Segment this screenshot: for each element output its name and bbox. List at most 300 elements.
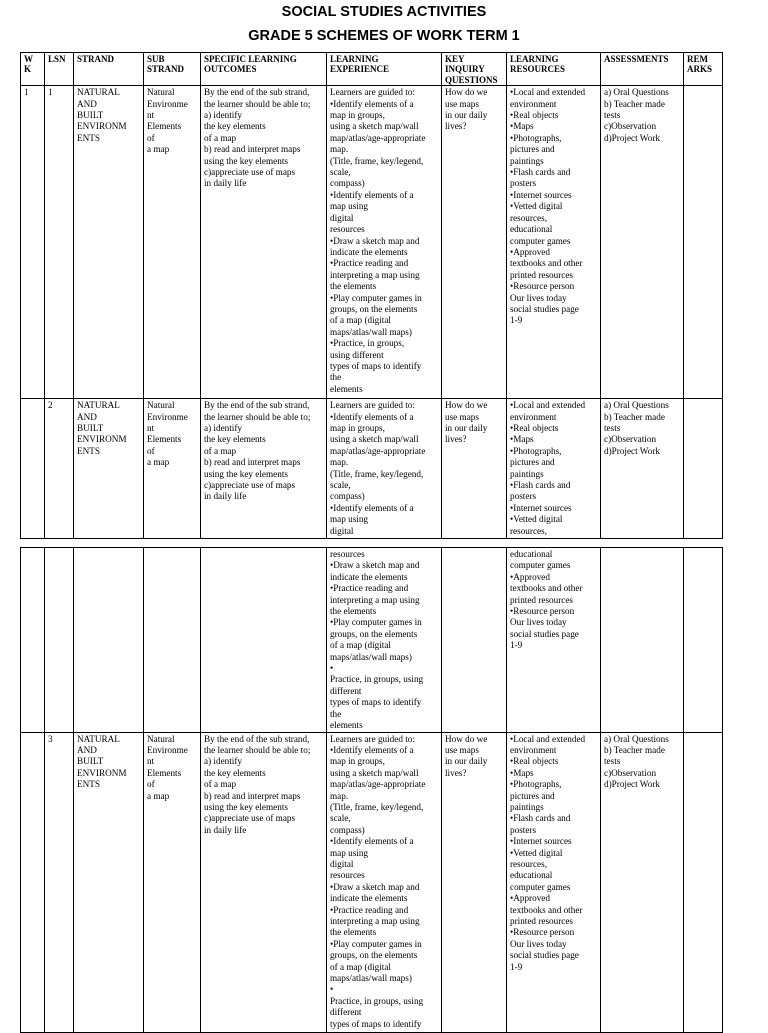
cell-line: a) identify	[204, 110, 243, 121]
cell-line: a) Oral Questions	[604, 733, 669, 744]
cell-line: BUILT	[77, 423, 104, 434]
cell-line: map in groups,	[330, 110, 385, 121]
assessments-cell	[601, 732, 684, 1032]
cell-line: •Identify elements of a	[330, 836, 414, 847]
remarks-cell	[684, 399, 723, 539]
cell-line: RESOURCES	[510, 64, 566, 75]
cell-line: the learner should be able to;	[204, 744, 311, 755]
cell-line: environment	[510, 744, 557, 755]
cell-line: indicate the elements	[330, 246, 408, 257]
cell-line: c)Observation	[604, 434, 657, 445]
substrand-cell	[144, 732, 201, 1032]
cell-line: a) Oral Questions	[604, 400, 669, 411]
cell-line: the key elements	[204, 767, 266, 778]
cell-line: SPECIFIC LEARNING	[204, 54, 297, 64]
cell-line: resources	[330, 549, 365, 559]
cell-line: c)Observation	[604, 767, 657, 778]
cell-line: the elements	[330, 281, 377, 292]
cell-line: 3	[48, 733, 53, 744]
cell-line: •Maps	[510, 434, 534, 445]
strand-cell	[74, 732, 144, 1032]
cell-line: in our daily	[445, 110, 488, 121]
cell-line: a map	[147, 144, 170, 155]
strand-cell	[74, 399, 144, 539]
cell-line: a map	[147, 790, 170, 801]
strand-cell	[74, 86, 144, 399]
cell-line: resources,	[510, 525, 547, 536]
wk-cell	[21, 548, 45, 733]
cell-line: interpreting a map using	[330, 594, 420, 605]
cell-line: social studies page	[510, 950, 579, 961]
cell-line: lives?	[445, 767, 467, 778]
cell-line: in daily life	[204, 178, 247, 189]
col-header-assessments	[601, 53, 684, 86]
cell-line: •Identify elements of a	[330, 189, 414, 200]
cell-line: W	[24, 54, 33, 64]
cell-line: scale,	[330, 167, 351, 178]
lsn-cell	[45, 548, 74, 733]
cell-line: Learners are guided to:	[330, 87, 415, 98]
cell-line: •Vetted digital	[510, 847, 563, 858]
experience-cell	[327, 548, 442, 733]
cell-line: Natural	[147, 733, 175, 744]
cell-line: the	[330, 708, 342, 719]
cell-line: computer games	[510, 881, 571, 892]
cell-line: a) identify	[204, 756, 243, 767]
cell-line: groups, on the elements	[330, 303, 418, 314]
cell-line: social studies page	[510, 628, 579, 639]
cell-line: EXPERIENCE	[330, 64, 390, 75]
cell-line: LEARNING	[510, 54, 559, 64]
cell-line: the	[330, 372, 342, 383]
cell-line: map/atlas/age-appropriate	[330, 132, 426, 143]
cell-line: pictures and	[510, 457, 555, 468]
cell-line: •Identify elements of a	[330, 744, 414, 755]
cell-line: BUILT	[77, 756, 104, 767]
resources-cell	[507, 732, 601, 1032]
cell-line: in our daily	[445, 756, 488, 767]
resources-cell	[507, 86, 601, 399]
resources-cell	[507, 399, 601, 539]
cell-line: Practice, in groups, using	[330, 995, 424, 1006]
cell-line: K	[24, 64, 32, 75]
cell-line: environment	[510, 411, 557, 422]
cell-line: resources	[330, 224, 365, 235]
cell-line: By the end of the sub strand,	[204, 400, 310, 411]
cell-line: map.	[330, 144, 349, 155]
cell-line: 1-9	[510, 640, 523, 651]
questions-cell	[442, 732, 507, 1032]
cell-line: (Title, frame, key/legend,	[330, 801, 424, 812]
cell-line: a) Oral Questions	[604, 87, 669, 98]
col-header-experience	[327, 53, 442, 86]
questions-cell	[442, 86, 507, 399]
cell-line: maps/atlas/wall maps)	[330, 326, 412, 337]
cell-line: •Identify elements of a	[330, 502, 414, 513]
cell-line: •Vetted digital	[510, 514, 563, 525]
cell-line: map in groups,	[330, 423, 385, 434]
cell-line: OUTCOMES	[204, 64, 257, 75]
cell-line: using the key elements	[204, 468, 288, 479]
cell-line: Our lives today	[510, 292, 567, 303]
table-row	[21, 732, 723, 1032]
cell-line: textbooks and other	[510, 258, 583, 269]
cell-line: map using	[330, 201, 369, 212]
cell-line: •Play computer games in	[330, 938, 422, 949]
cell-line: paintings	[510, 468, 544, 479]
cell-line: AND	[77, 411, 97, 422]
cell-line: using a sketch map/wall	[330, 121, 419, 132]
outcomes-cell	[201, 399, 327, 539]
cell-line: using a sketch map/wall	[330, 767, 419, 778]
assessments-cell	[601, 548, 684, 733]
cell-line: •Real objects	[510, 423, 559, 434]
cell-line: elements	[330, 720, 363, 731]
cell-line: use maps	[445, 98, 479, 109]
resources-cell	[507, 548, 601, 733]
cell-line: of a map (digital	[330, 315, 391, 326]
cell-line: •Local and extended	[510, 733, 586, 744]
col-header-wk	[21, 53, 45, 86]
cell-line: Environme	[147, 411, 188, 422]
col-header-questions	[442, 53, 507, 86]
cell-line: the key elements	[204, 434, 266, 445]
substrand-cell	[144, 399, 201, 539]
cell-line: ENVIRONM	[77, 767, 127, 778]
cell-line: ENTS	[77, 445, 100, 456]
cell-line: d)Project Work	[604, 445, 660, 456]
cell-line: environment	[510, 98, 557, 109]
cell-line: •Draw a sketch map and	[330, 881, 420, 892]
cell-line: ENVIRONM	[77, 121, 127, 132]
cell-line: educational	[510, 870, 553, 881]
cell-line: Learners are guided to:	[330, 733, 415, 744]
cell-line: map using	[330, 514, 369, 525]
cell-line: b) Teacher made	[604, 98, 665, 109]
cell-line: STRAND	[147, 64, 185, 75]
cell-line: NATURAL	[77, 400, 120, 411]
cell-line: groups, on the elements	[330, 628, 418, 639]
cell-line: •	[330, 984, 334, 995]
questions-cell	[442, 399, 507, 539]
cell-line: map.	[330, 790, 349, 801]
cell-line: pictures and	[510, 790, 555, 801]
cell-line: •Internet sources	[510, 502, 572, 513]
cell-line: •Flash cards and	[510, 167, 571, 178]
cell-line: •Local and extended	[510, 400, 586, 411]
cell-line: computer games	[510, 560, 571, 571]
scheme-table-page-2	[20, 547, 723, 1033]
lsn-cell	[45, 399, 74, 539]
cell-line: b) Teacher made	[604, 744, 665, 755]
col-header-substrand	[144, 53, 201, 86]
wk-cell	[21, 732, 45, 1032]
cell-line: How do we	[445, 733, 488, 744]
cell-line: interpreting a map using	[330, 916, 420, 926]
cell-line: map using	[330, 847, 369, 858]
col-header-outcomes	[201, 53, 327, 86]
col-header-resources	[507, 53, 601, 86]
cell-line: 2	[48, 400, 53, 411]
col-header-remarks	[684, 53, 723, 86]
cell-line: •Practice reading and	[330, 583, 409, 594]
cell-line: d)Project Work	[604, 132, 660, 143]
cell-line: printed resources	[510, 916, 574, 926]
cell-line: •Flash cards and	[510, 480, 571, 491]
document-subtitle: GRADE 5 SCHEMES OF WORK TERM 1	[248, 28, 520, 44]
cell-line: ASSESSMENTS	[604, 54, 669, 64]
cell-line: the elements	[330, 606, 377, 617]
cell-line: compass)	[330, 824, 365, 835]
cell-line: •Photographs,	[510, 132, 562, 143]
cell-line: in daily life	[204, 824, 247, 835]
wk-cell	[21, 86, 45, 399]
cell-line: Elements	[147, 121, 182, 132]
cell-line: using different	[330, 349, 384, 360]
outcomes-cell	[201, 732, 327, 1032]
cell-line: printed resources	[510, 269, 574, 280]
cell-line: c)appreciate use of maps	[204, 813, 296, 824]
cell-line: groups, on the elements	[330, 950, 418, 961]
cell-line: a) identify	[204, 423, 243, 434]
cell-line: ENTS	[77, 132, 100, 143]
experience-cell	[327, 732, 442, 1032]
cell-line: b) read and interpret maps	[204, 144, 301, 155]
cell-line: ENVIRONM	[77, 434, 127, 445]
cell-line: resources	[330, 870, 365, 881]
cell-line: of	[147, 779, 155, 790]
cell-line: Our lives today	[510, 938, 567, 949]
cell-line: types of maps to identify	[330, 1018, 422, 1029]
outcomes-cell	[201, 86, 327, 399]
cell-line: posters	[510, 824, 537, 835]
remarks-cell	[684, 732, 723, 1032]
cell-line: c)Observation	[604, 121, 657, 132]
cell-line: b) read and interpret maps	[204, 457, 301, 468]
cell-line: in our daily	[445, 423, 488, 434]
cell-line: AND	[77, 744, 97, 755]
cell-line: posters	[510, 491, 537, 502]
assessments-cell	[601, 86, 684, 399]
cell-line: •Local and extended	[510, 87, 586, 98]
cell-line: the learner should be able to;	[204, 98, 311, 109]
cell-line: STRAND	[77, 54, 115, 64]
cell-line: paintings	[510, 155, 544, 166]
cell-line: •Resource person	[510, 281, 575, 292]
cell-line: printed resources	[510, 594, 574, 605]
cell-line: lives?	[445, 434, 467, 445]
cell-line: AND	[77, 98, 97, 109]
cell-line: •Internet sources	[510, 836, 572, 847]
cell-line: c)appreciate use of maps	[204, 480, 296, 491]
remarks-cell	[684, 86, 723, 399]
cell-line: maps/atlas/wall maps)	[330, 651, 412, 662]
cell-line: Natural	[147, 400, 175, 411]
cell-line: 1	[48, 87, 53, 98]
cell-line: elements	[330, 383, 363, 394]
cell-line: •Draw a sketch map and	[330, 560, 420, 571]
cell-line: digital	[330, 212, 354, 223]
cell-line: •Draw a sketch map and	[330, 235, 420, 246]
cell-line: using the key elements	[204, 155, 288, 166]
cell-line: By the end of the sub strand,	[204, 87, 310, 98]
cell-line: Environme	[147, 98, 188, 109]
cell-line: map/atlas/age-appropriate	[330, 445, 426, 456]
cell-line: •Play computer games in	[330, 292, 422, 303]
cell-line: nt	[147, 756, 155, 767]
cell-line: textbooks and other	[510, 904, 583, 915]
cell-line: nt	[147, 110, 155, 121]
cell-line: Environme	[147, 744, 188, 755]
cell-line: SUB	[147, 54, 165, 64]
cell-line: nt	[147, 423, 155, 434]
cell-line: digital	[330, 858, 354, 869]
cell-line: a map	[147, 457, 170, 468]
cell-line: b) read and interpret maps	[204, 790, 301, 801]
cell-line: •Maps	[510, 121, 534, 132]
cell-line: of a map	[204, 779, 237, 790]
cell-line: in daily life	[204, 491, 247, 502]
cell-line: of a map (digital	[330, 640, 391, 651]
cell-line: •Practice reading and	[330, 904, 409, 915]
cell-line: (Title, frame, key/legend,	[330, 155, 424, 166]
scheme-table-page-1	[20, 52, 723, 539]
cell-line: use maps	[445, 744, 479, 755]
cell-line: Practice, in groups, using	[330, 674, 424, 685]
cell-line: •Flash cards and	[510, 813, 571, 824]
cell-line: 1-9	[510, 961, 523, 972]
cell-line: By the end of the sub strand,	[204, 733, 310, 744]
cell-line: •Approved	[510, 246, 550, 257]
cell-line: computer games	[510, 235, 571, 246]
cell-line: the elements	[330, 927, 377, 938]
col-header-lsn	[45, 53, 74, 86]
cell-line: 1	[24, 87, 29, 98]
cell-line: tests	[604, 110, 621, 121]
cell-line: social studies page	[510, 303, 579, 314]
cell-line: compass)	[330, 491, 365, 502]
cell-line: Natural	[147, 87, 175, 98]
cell-line: b) Teacher made	[604, 411, 665, 422]
cell-line: pictures and	[510, 144, 555, 155]
cell-line: educational	[510, 549, 553, 559]
cell-line: different	[330, 1007, 362, 1018]
cell-line: resources,	[510, 858, 547, 869]
cell-line: educational	[510, 224, 553, 235]
cell-line: •Resource person	[510, 927, 575, 938]
cell-line: c)appreciate use of maps	[204, 167, 296, 178]
cell-line: INQUIRY	[445, 64, 485, 75]
document-title: SOCIAL STUDIES ACTIVITIES	[281, 4, 487, 20]
strand-cell	[74, 548, 144, 733]
cell-line: •Play computer games in	[330, 617, 422, 628]
cell-line: posters	[510, 178, 537, 189]
cell-line: •Practice reading and	[330, 258, 409, 269]
table-row	[21, 399, 723, 539]
header-row	[21, 53, 723, 86]
cell-line: map in groups,	[330, 756, 385, 767]
cell-line: •Real objects	[510, 110, 559, 121]
cell-line: KEY	[445, 54, 465, 64]
cell-line: •Photographs,	[510, 445, 562, 456]
cell-line: Learners are guided to:	[330, 400, 415, 411]
cell-line: digital	[330, 525, 354, 536]
cell-line: resources,	[510, 212, 547, 223]
cell-line: ENTS	[77, 779, 100, 790]
table-row	[21, 86, 723, 399]
outcomes-cell	[201, 548, 327, 733]
cell-line: textbooks and other	[510, 583, 583, 594]
cell-line: the key elements	[204, 121, 266, 132]
cell-line: •	[330, 663, 334, 674]
cell-line: How do we	[445, 87, 488, 98]
cell-line: •Identify elements of a	[330, 98, 414, 109]
cell-line: types of maps to identify	[330, 360, 422, 371]
cell-line: ARKS	[687, 64, 713, 75]
cell-line: •Approved	[510, 571, 550, 582]
col-header-strand	[74, 53, 144, 86]
experience-cell	[327, 86, 442, 399]
cell-line: •Vetted digital	[510, 201, 563, 212]
cell-line: LEARNING	[330, 54, 379, 64]
cell-line: map/atlas/age-appropriate	[330, 779, 426, 790]
cell-line: of a map	[204, 132, 237, 143]
cell-line: •Identify elements of a	[330, 411, 414, 422]
cell-line: How do we	[445, 400, 488, 411]
cell-line: •Approved	[510, 893, 550, 904]
cell-line: interpreting a map using	[330, 269, 420, 280]
cell-line: •Real objects	[510, 756, 559, 767]
cell-line: NATURAL	[77, 733, 120, 744]
cell-line: different	[330, 685, 362, 696]
cell-line: indicate the elements	[330, 571, 408, 582]
cell-line: •Internet sources	[510, 189, 572, 200]
lsn-cell	[45, 732, 74, 1032]
cell-line: •Maps	[510, 767, 534, 778]
cell-line: tests	[604, 756, 621, 767]
cell-line: of	[147, 445, 155, 456]
cell-line: NATURAL	[77, 87, 120, 98]
experience-cell	[327, 399, 442, 539]
cell-line: Elements	[147, 767, 182, 778]
cell-line: QUESTIONS	[445, 74, 498, 85]
cell-line: map.	[330, 457, 349, 468]
cell-line: Our lives today	[510, 617, 567, 628]
cell-line: types of maps to identify	[330, 697, 422, 708]
cell-line: using a sketch map/wall	[330, 434, 419, 445]
cell-line: scale,	[330, 813, 351, 824]
cell-line: REM	[687, 54, 708, 64]
substrand-cell	[144, 548, 201, 733]
cell-line: •Practice, in groups,	[330, 338, 405, 349]
remarks-cell	[684, 548, 723, 733]
lsn-cell	[45, 86, 74, 399]
cell-line: Elements	[147, 434, 182, 445]
cell-line: using the key elements	[204, 801, 288, 812]
cell-line: the learner should be able to;	[204, 411, 311, 422]
cell-line: compass)	[330, 178, 365, 189]
assessments-cell	[601, 399, 684, 539]
cell-line: 1-9	[510, 315, 523, 326]
substrand-cell	[144, 86, 201, 399]
questions-cell	[442, 548, 507, 733]
wk-cell	[21, 399, 45, 539]
cell-line: tests	[604, 423, 621, 434]
cell-line: •Resource person	[510, 606, 575, 617]
cell-line: lives?	[445, 121, 467, 132]
cell-line: •Photographs,	[510, 779, 562, 790]
cell-line: of a map	[204, 445, 237, 456]
